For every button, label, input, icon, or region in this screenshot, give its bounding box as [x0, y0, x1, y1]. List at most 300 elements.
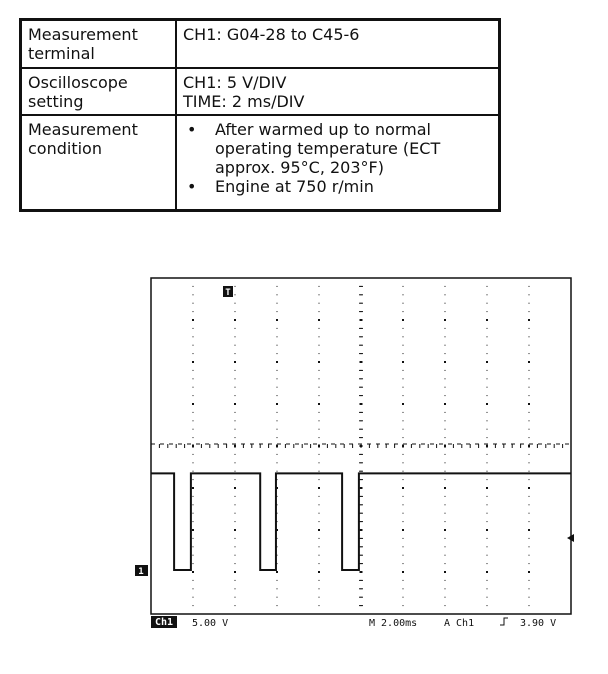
grid-dot	[277, 420, 278, 421]
grid-dot	[193, 429, 194, 430]
grid-dot	[319, 311, 320, 312]
grid-dot	[529, 513, 530, 514]
grid-dot	[487, 378, 488, 379]
grid-dot	[193, 471, 194, 472]
grid-dot	[529, 370, 530, 371]
grid-dot	[319, 504, 320, 505]
grid-dot	[277, 370, 278, 371]
grid-dot	[319, 588, 320, 589]
grid-dot	[319, 597, 320, 598]
grid-dot	[277, 437, 278, 438]
grid-dot	[319, 580, 320, 581]
grid-dot	[193, 597, 194, 598]
grid-dot	[235, 370, 236, 371]
volts-per-div-readout: 5.00 V	[192, 618, 229, 629]
grid-dot	[235, 588, 236, 589]
grid-dot	[487, 521, 488, 522]
grid-dot	[235, 479, 236, 480]
grid-dot	[487, 580, 488, 581]
grid-dot	[444, 361, 446, 363]
grid-dot	[529, 429, 530, 430]
grid-dot	[193, 387, 194, 388]
grid-dot	[487, 303, 488, 304]
grid-dot	[193, 286, 194, 287]
grid-dot	[403, 303, 404, 304]
grid-dot	[318, 529, 320, 531]
grid-dot	[193, 328, 194, 329]
grid-dot	[193, 336, 194, 337]
grid-dot	[193, 412, 194, 413]
grid-dot	[445, 496, 446, 497]
grid-dot	[318, 571, 320, 573]
grid-dot	[444, 403, 446, 405]
grid-dot	[277, 412, 278, 413]
bullet-icon: •	[187, 177, 197, 196]
grid-dot	[319, 395, 320, 396]
condition-text: Engine at 750 r/min	[215, 177, 374, 196]
channel-badge-label: Ch1	[154, 617, 174, 628]
grid-dot	[277, 588, 278, 589]
grid-dot	[486, 403, 488, 405]
grid-dot	[319, 454, 320, 455]
grid-dot	[235, 286, 236, 287]
grid-dot	[193, 353, 194, 354]
grid-dot	[403, 370, 404, 371]
grid-dot	[192, 487, 194, 489]
grid-dot	[277, 471, 278, 472]
grid-dot	[319, 370, 320, 371]
grid-dot	[234, 319, 236, 321]
grid-dot	[235, 555, 236, 556]
grid-dot	[403, 471, 404, 472]
grid-dot	[445, 454, 446, 455]
grid-dot	[403, 563, 404, 564]
grid-dot	[487, 387, 488, 388]
grid-dot	[235, 294, 236, 295]
grid-dot	[529, 597, 530, 598]
grid-dot	[318, 361, 320, 363]
grid-dot	[193, 555, 194, 556]
grid-dot	[319, 286, 320, 287]
label-measurement-condition: Measurement condition	[21, 115, 177, 211]
grid-dot	[529, 496, 530, 497]
grid-dot	[487, 605, 488, 606]
value-measurement-condition	[176, 115, 500, 211]
grid-dot	[277, 395, 278, 396]
grid-dot	[403, 387, 404, 388]
grid-dot	[319, 471, 320, 472]
grid-dot	[319, 513, 320, 514]
grid-dot	[529, 580, 530, 581]
grid-dot	[235, 513, 236, 514]
grid-dot	[276, 403, 278, 405]
grid-dot	[486, 529, 488, 531]
bullet-icon: •	[187, 120, 197, 139]
grid-dot	[319, 479, 320, 480]
grid-dot	[319, 328, 320, 329]
channel-badge	[151, 616, 177, 628]
grid-dot	[529, 563, 530, 564]
grid-dot	[487, 370, 488, 371]
grid-dot	[235, 311, 236, 312]
grid-dot	[234, 403, 236, 405]
grid-dot	[235, 353, 236, 354]
grid-dot	[193, 546, 194, 547]
grid-dot	[193, 454, 194, 455]
grid-dot	[277, 328, 278, 329]
grid-dot	[319, 412, 320, 413]
grid-dot	[529, 454, 530, 455]
grid-dot	[487, 311, 488, 312]
grid-dot	[487, 513, 488, 514]
grid-dot	[193, 420, 194, 421]
grid-dot	[403, 597, 404, 598]
grid-dot	[487, 462, 488, 463]
grid-dot	[276, 571, 278, 573]
grid-dot	[403, 605, 404, 606]
grid-dot	[277, 303, 278, 304]
grid-dot	[487, 437, 488, 438]
grid-dot	[445, 303, 446, 304]
grid-dot	[319, 538, 320, 539]
grid-dot	[487, 555, 488, 556]
grid-dot	[277, 286, 278, 287]
grid-dot	[234, 571, 236, 573]
row-measurement-terminal	[21, 20, 500, 69]
grid-dot	[402, 319, 404, 321]
grid-dot	[528, 571, 530, 573]
grid-dot	[277, 580, 278, 581]
grid-dot	[318, 319, 320, 321]
grid-dot	[403, 504, 404, 505]
grid-dot	[528, 403, 530, 405]
condition-text: After warmed up to normal operating temperature (ECT approx. 95°C, 203°F)	[215, 120, 441, 177]
grid-dot	[235, 378, 236, 379]
grid-dot	[403, 580, 404, 581]
grid-dot	[319, 336, 320, 337]
grid-dot	[235, 437, 236, 438]
grid-dot	[487, 353, 488, 354]
grid-dot	[444, 529, 446, 531]
grid-dot	[193, 605, 194, 606]
label-oscilloscope-setting: Oscilloscope setting	[21, 68, 177, 115]
grid-dot	[319, 605, 320, 606]
oscilloscope-screen	[134, 272, 574, 632]
grid-dot	[529, 345, 530, 346]
grid-dot	[193, 294, 194, 295]
grid-dot	[529, 412, 530, 413]
grid-dot	[529, 303, 530, 304]
grid-dot	[486, 361, 488, 363]
grid-dot	[445, 471, 446, 472]
grid-dot	[235, 328, 236, 329]
grid-dot	[403, 420, 404, 421]
grid-dot	[445, 538, 446, 539]
grid-dot	[529, 471, 530, 472]
grid-dot	[277, 429, 278, 430]
grid-dot	[403, 328, 404, 329]
grid-dot	[445, 429, 446, 430]
row-measurement-condition	[21, 115, 500, 211]
grid-dot	[445, 521, 446, 522]
trigger-marker-icon	[223, 286, 233, 298]
grid-dot	[529, 420, 530, 421]
grid-dot	[403, 538, 404, 539]
grid-dot	[235, 387, 236, 388]
grid-dot	[235, 412, 236, 413]
grid-dot	[403, 353, 404, 354]
grid-dot	[402, 529, 404, 531]
grid-dot	[276, 319, 278, 321]
grid-dot	[235, 496, 236, 497]
grid-dot	[319, 555, 320, 556]
trigger-level-readout: 3.90 V	[520, 618, 557, 629]
grid-dot	[193, 538, 194, 539]
grid-dot	[486, 319, 488, 321]
grid-dot	[445, 311, 446, 312]
grid-dot	[445, 328, 446, 329]
grid-dot	[319, 437, 320, 438]
grid-dot	[193, 580, 194, 581]
grid-dot	[319, 546, 320, 547]
grid-dot	[487, 412, 488, 413]
grid-dot	[319, 303, 320, 304]
grid-dot	[193, 303, 194, 304]
grid-dot	[529, 546, 530, 547]
grid-dot	[487, 597, 488, 598]
grid-dot	[487, 588, 488, 589]
grid-dot	[487, 345, 488, 346]
grid-dot	[529, 588, 530, 589]
setting-ch1: CH1: 5 V/DIV	[183, 73, 287, 92]
grid-dot	[529, 378, 530, 379]
grid-dot	[193, 378, 194, 379]
grid-dot	[445, 597, 446, 598]
grid-dot	[235, 429, 236, 430]
grid-dot	[277, 605, 278, 606]
grid-dot	[445, 479, 446, 480]
grid-dot	[403, 311, 404, 312]
grid-dot	[235, 345, 236, 346]
grid-dot	[403, 496, 404, 497]
grid-dot	[529, 336, 530, 337]
grid-dot	[403, 429, 404, 430]
grid-dot	[235, 420, 236, 421]
grid-dot	[235, 605, 236, 606]
grid-dot	[529, 387, 530, 388]
grid-dot	[403, 336, 404, 337]
grid-dot	[403, 588, 404, 589]
grid-dot	[403, 378, 404, 379]
grid-dot	[318, 403, 320, 405]
grid-dot	[277, 378, 278, 379]
grid-dot	[487, 538, 488, 539]
channel-marker-label: 1	[138, 567, 144, 577]
grid-dot	[319, 563, 320, 564]
grid-dot	[277, 353, 278, 354]
grid-dot	[487, 479, 488, 480]
grid-dot	[529, 504, 530, 505]
grid-dot	[445, 580, 446, 581]
grid-dot	[235, 546, 236, 547]
grid-dot	[277, 387, 278, 388]
grid-dot	[445, 437, 446, 438]
grid-dot	[529, 294, 530, 295]
grid-dot	[487, 454, 488, 455]
grid-dot	[528, 487, 530, 489]
grid-dot	[235, 597, 236, 598]
grid-dot	[445, 513, 446, 514]
grid-dot	[445, 286, 446, 287]
grid-dot	[403, 345, 404, 346]
grid-dot	[444, 487, 446, 489]
condition-list	[183, 120, 492, 196]
grid-dot	[403, 437, 404, 438]
grid-dot	[487, 563, 488, 564]
grid-dot	[402, 487, 404, 489]
grid-dot	[529, 286, 530, 287]
grid-dot	[529, 462, 530, 463]
grid-dot	[529, 395, 530, 396]
grid-dot	[445, 294, 446, 295]
grid-dot	[319, 387, 320, 388]
grid-dot	[193, 311, 194, 312]
grid-dot	[403, 454, 404, 455]
grid-dot	[235, 563, 236, 564]
grid-dot	[487, 429, 488, 430]
grid-dot	[193, 521, 194, 522]
grid-dot	[235, 471, 236, 472]
grid-dot	[445, 353, 446, 354]
grid-dot	[445, 563, 446, 564]
grid-dot	[529, 479, 530, 480]
grid-dot	[193, 462, 194, 463]
grid-dot	[487, 504, 488, 505]
grid-dot	[402, 403, 404, 405]
value-oscilloscope-setting	[176, 68, 500, 115]
grid-dot	[277, 345, 278, 346]
grid-dot	[319, 294, 320, 295]
grid-dot	[403, 555, 404, 556]
grid-dot	[277, 454, 278, 455]
grid-dot	[529, 555, 530, 556]
grid-dot	[487, 328, 488, 329]
grid-dot	[318, 487, 320, 489]
grid-dot	[445, 412, 446, 413]
grid-dot	[235, 454, 236, 455]
grid-dot	[445, 462, 446, 463]
grid-dot	[193, 479, 194, 480]
grid-dot	[529, 353, 530, 354]
grid-dot	[193, 345, 194, 346]
grid-dot	[277, 294, 278, 295]
grid-dot	[235, 521, 236, 522]
grid-dot	[529, 521, 530, 522]
grid-dot	[445, 546, 446, 547]
grid-dot	[193, 504, 194, 505]
grid-dot	[402, 361, 404, 363]
grid-dot	[277, 597, 278, 598]
trigger-source-readout: A Ch1	[444, 618, 475, 629]
grid-dot	[403, 286, 404, 287]
grid-dot	[445, 588, 446, 589]
grid-dot	[403, 412, 404, 413]
grid-dot	[193, 496, 194, 497]
grid-dot	[277, 336, 278, 337]
grid-dot	[487, 294, 488, 295]
grid-dot	[193, 437, 194, 438]
grid-dot	[487, 471, 488, 472]
grid-dot	[403, 513, 404, 514]
grid-dot	[235, 580, 236, 581]
condition-item	[183, 120, 492, 177]
grid-dot	[193, 395, 194, 396]
grid-dot	[235, 462, 236, 463]
grid-dot	[403, 395, 404, 396]
grid-dot	[319, 420, 320, 421]
grid-dot	[487, 336, 488, 337]
grid-dot	[234, 361, 236, 363]
grid-dot	[445, 370, 446, 371]
grid-dot	[277, 311, 278, 312]
grid-dot	[193, 513, 194, 514]
grid-dot	[445, 378, 446, 379]
grid-dot	[528, 361, 530, 363]
grid-dot	[445, 345, 446, 346]
grid-dot	[529, 328, 530, 329]
grid-dot	[193, 588, 194, 589]
measurement-spec-table	[19, 18, 501, 212]
grid-dot	[235, 395, 236, 396]
grid-dot	[234, 529, 236, 531]
grid-dot	[192, 529, 194, 531]
grid-dot	[528, 319, 530, 321]
grid-dot	[444, 319, 446, 321]
grid-dot	[319, 353, 320, 354]
grid-dot	[192, 571, 194, 573]
grid-dot	[445, 336, 446, 337]
grid-dot	[403, 462, 404, 463]
grid-dot	[528, 529, 530, 531]
grid-dot	[445, 605, 446, 606]
grid-dot	[192, 403, 194, 405]
grid-dot	[235, 504, 236, 505]
value-measurement-terminal: CH1: G04-28 to C45-6	[176, 20, 500, 69]
grid-dot	[192, 361, 194, 363]
grid-dot	[403, 294, 404, 295]
grid-dot	[445, 387, 446, 388]
grid-dot	[487, 496, 488, 497]
grid-dot	[487, 420, 488, 421]
grid-dot	[445, 420, 446, 421]
row-oscilloscope-setting	[21, 68, 500, 115]
trigger-marker-label: T	[225, 288, 231, 298]
grid-dot	[193, 563, 194, 564]
grid-dot	[529, 538, 530, 539]
grid-dot	[444, 571, 446, 573]
timebase-readout: M 2.00ms	[369, 618, 418, 629]
grid-dot	[486, 487, 488, 489]
grid-dot	[487, 395, 488, 396]
grid-dot	[445, 504, 446, 505]
setting-time: TIME: 2 ms/DIV	[183, 92, 305, 111]
grid-dot	[235, 303, 236, 304]
grid-dot	[192, 319, 194, 321]
grid-dot	[319, 462, 320, 463]
grid-dot	[403, 479, 404, 480]
grid-dot	[319, 345, 320, 346]
grid-dot	[235, 336, 236, 337]
